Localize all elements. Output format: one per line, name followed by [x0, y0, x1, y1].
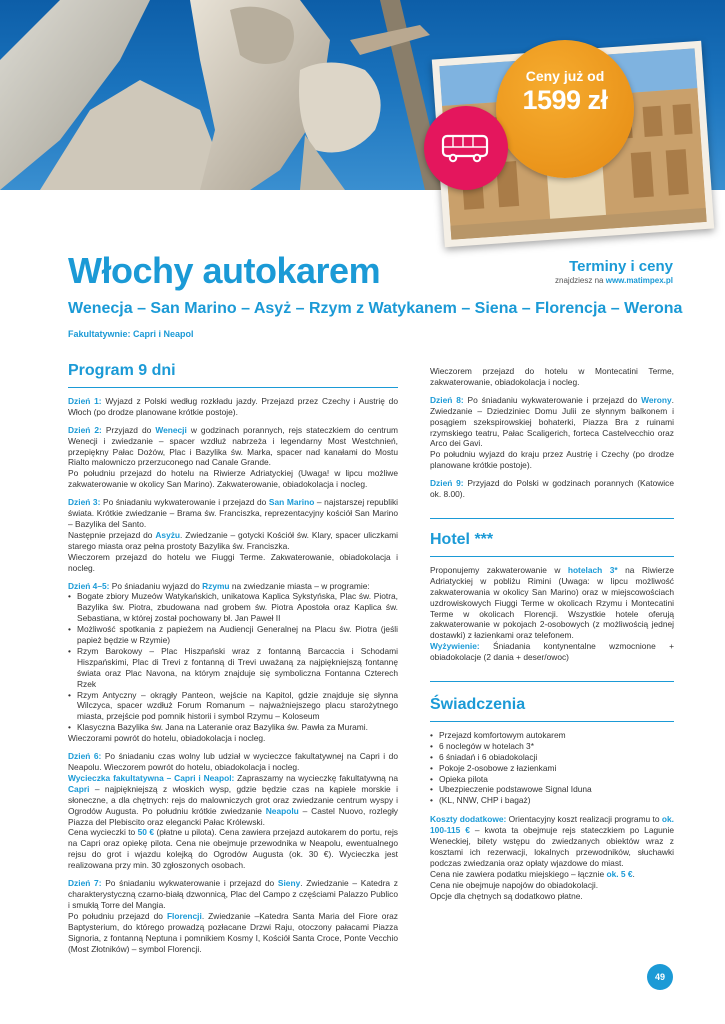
terminy-prefix: znajdziesz na: [555, 276, 606, 285]
meals-text: Śniadania kontynentalne wzmocnione + obiadokolacje (2 dania + deser/owoc): [430, 641, 674, 663]
day-text: Przyjazd do Polski w godzinach porannych (Katowice ok. 8.00).: [430, 478, 674, 500]
divider: [68, 387, 398, 388]
hotel-text: [430, 565, 674, 663]
program-heading: Program 9 dni: [68, 362, 176, 379]
hotel-heading: Hotel ***: [430, 530, 494, 548]
day-text: . Zwiedzanie – Dziedziniec Domu Julii ze słynnym balkonem i posągiem szekspirowskiej bohaterki, Piazza Bra z ruinami rzymskiego teatru, Pałac Scaligerich, forteca Castelvecchio oraz Arco dei Gavi.: [430, 394, 674, 449]
additional-costs: [430, 814, 674, 901]
website-link[interactable]: www.matimpex.pl: [605, 276, 673, 285]
day-label: Dzień 2:: [68, 424, 102, 435]
costs-text: Opcje dla chętnych są dodatkowo płatne.: [430, 890, 583, 901]
day-1: [68, 396, 398, 418]
day-6: [68, 751, 398, 871]
day-text: Po południu przejazd do hotelu na Riwierze Adriatyckiej (Uwaga! w lipcu możliwe zakwaterowanie w okolicy San Marino). Zakwaterowanie, obiadokolacja i nocleg.: [68, 468, 398, 490]
day-label: Dzień 9:: [430, 478, 464, 489]
day-text: Po południu przejazd do: [68, 910, 167, 921]
day-text: Zapraszamy na wycieczkę fakultatywną na: [234, 772, 398, 783]
costs-text: Cena nie obejmuje napojów do obiadokolacji.: [430, 879, 599, 890]
price-value: 1599 zł: [522, 85, 608, 115]
meals-label: Wyżywienie:: [430, 641, 480, 652]
page-number: 49: [647, 964, 673, 990]
hotel-body: na Riwierze Adriatyckiej w pobliżu Rimini (Uwaga: w lipcu możliwość zakwaterowania w okolicy San Marino) oraz w miejscowościach uzdrowiskowych Fiuggi Terme w okolicach Rzymu i Montecatini Terme w okolicach Florencji. Wszystkie hotele oferują zakwaterowanie w pokojach 2-osobowych (z możliwością jednej dostawki) z łazienkami oraz telefonem.: [430, 564, 674, 641]
program-column: [68, 362, 399, 961]
list-item: • Bogate zbiory Muzeów Watykańskich, unikatowa Kaplica Sykstyńska, Plac św. Piotra, Bazylika św. Piotra, zbudowana nad grobem św. Piotra Apostoła oraz Kaplica św. Sebastiana, w której został pochowany bł. Jan Paweł II: [68, 591, 398, 624]
divider: [430, 681, 674, 682]
day-label: Dzień 4–5:: [68, 580, 110, 591]
day-text: Wieczorem przejazd do hotelu w Montecatini Terme, zakwaterowanie, obiadokolacja i nocleg.: [430, 366, 674, 387]
day-3: [68, 497, 398, 573]
city-name: Werony: [641, 394, 672, 405]
list-item: • Przejazd komfortowym autokarem: [430, 730, 674, 741]
day-label: Dzień 1:: [68, 395, 102, 406]
day-text: Następnie przejazd do: [68, 529, 156, 540]
list-item: • Opieka pilota: [430, 774, 674, 785]
day-text: Po południu wyjazd do kraju przez Austrię i Czechy (po drodze planowane krótkie postoje).: [430, 449, 674, 471]
tax-price: ok. 5 €: [606, 868, 633, 879]
services-list: [430, 730, 674, 806]
hotel-category: hotelach 3*: [567, 564, 618, 575]
day-text: – najstarszej republiki świata. Krótkie zwiedzanie – Brama św. Franciszka, reprezentacyjny kościół San Marino – Bazylika del Santo.: [68, 497, 398, 529]
list-item: • Rzym Antyczny – okrągły Panteon, wejście na Kapitol, gdzie znajduje się słynna Wilczyca, spacer wzdłuż Forum Romanum – najważniejszego placu starożytnego miasta, przejście pod pomnik historii i symbol Rzymu – Koloseum: [68, 690, 398, 723]
bus-icon: [441, 133, 491, 163]
divider: [430, 518, 674, 519]
city-name: Florencji: [166, 910, 202, 921]
city-name: Rzymu: [202, 580, 230, 591]
optional-trip-label: Wycieczka fakultatywna – Capri i Neapol:: [68, 772, 235, 783]
list-item: • (KL, NNW, CHP i bagaż): [430, 795, 674, 806]
day-text: Cena wycieczki to: [68, 827, 138, 838]
terminy-note: [555, 276, 673, 285]
costs-price: ok. 100-115 €: [430, 814, 674, 836]
terminy-box: [555, 258, 673, 285]
bus-badge: [424, 106, 508, 190]
optional-trips: Fakultatywnie: Capri i Neapol: [68, 329, 194, 339]
day-label: Dzień 3:: [68, 497, 101, 508]
list-item: • Pokoje 2-osobowe z łazienkami: [430, 763, 674, 774]
day-text: Przyjazd do: [101, 424, 156, 435]
day-text: Po śniadaniu wykwaterowanie i przejazd do: [101, 878, 278, 889]
day-9: [430, 478, 674, 500]
info-column: [430, 366, 674, 909]
hotel-body: Proponujemy zakwaterowanie w: [430, 564, 568, 575]
day-8: [430, 395, 674, 471]
city-name: Neapolu: [265, 805, 299, 816]
city-name: Capri: [68, 783, 90, 794]
list-item: • Rzym Barokowy – Plac Hiszpański wraz z fontanną Barcaccia i Schodami Hiszpańskimi, Plac di Trevi z fontanną di Trevi uważaną za najpiękniejszą fontannę świata oraz Plac Navona, na którym znajduje się symboliczna Fontanna Czterech Rzek: [68, 646, 398, 690]
costs-text: Orientacyjny koszt realizacji programu to: [506, 814, 662, 825]
list-item: • 6 noclegów w hotelach 3*: [430, 741, 674, 752]
costs-text: – kwota ta obejmuje rejs stateczkiem po Lagunie Weneckiej, bilety wstępu do zwiedzanych obiektów wraz z kosztami ich rezerwacji, lokalnych przewodników, słuchawki podczas zwiedzania oraz opłaty wjazdowe do miast.: [430, 825, 674, 868]
city-name: Sieny: [277, 878, 301, 889]
day-text: Po śniadaniu wyjazd do: [109, 580, 203, 591]
list-item: • Możliwość spotkania z papieżem na Audiencji Generalnej na Placu św. Piotra (jeśli papież będzie w Rzymie): [68, 624, 398, 646]
rome-sights-list: [68, 591, 398, 733]
divider: [430, 721, 674, 722]
list-item: • Ubezpieczenie podstawowe Signal Iduna: [430, 784, 674, 795]
day-text: Wieczorem przejazd do hotelu we Fiuggi Terme. Zakwaterowanie, obiadokolacja i nocleg.: [68, 551, 398, 573]
day-text: (płatne u pilota). Cena zawiera przejazd autokarem do portu, rejs na Capri oraz opiekę pilota. Cena nie obejmuje przewodnika w Neapolu, ewentualnego rejsu do grot i wjazdu kolejką do Ogrodów Augusta (ok. 30 €). Wycieczka jest realizowana przy min. 30 zgłoszonych osobach.: [68, 827, 398, 871]
city-name: San Marino: [268, 497, 315, 508]
day-text: Wieczorami powrót do hotelu, obiadokolacja i nocleg.: [68, 733, 266, 744]
price-label: Ceny już od: [525, 68, 605, 84]
day-text: Po śniadaniu wykwaterowanie i przejazd do: [463, 394, 642, 405]
costs-text: .: [632, 868, 635, 879]
route-subtitle: Wenecja – San Marino – Asyż – Rzym z Watykanem – Siena – Florencja – Werona: [68, 300, 683, 317]
day-text: – najpiękniejszą z włoskich wysp, gdzie będzie czas na kąpiele morskie i słoneczne, a dla chętnych: rejs do malowniczych grot oraz zwiedzanie centrum wyspy i Ogrodów Augusta. Po południu krótkie zwiedzanie: [68, 783, 398, 816]
terminy-title: Terminy i ceny: [569, 258, 673, 275]
city-name: Asyżu: [155, 529, 181, 540]
day-label: Dzień 6:: [68, 751, 102, 762]
day-text: . Zwiedzanie – gotycki Kościół św. Klary, spacer uliczkami starego miasta oraz pełna prostoty Bazylika św. Franciszka.: [68, 529, 399, 551]
day-text: na zwiedzanie miasta – w programie:: [229, 580, 370, 591]
costs-label: Koszty dodatkowe:: [430, 814, 507, 825]
day-text: Po śniadaniu czas wolny lub udział w wycieczce fakultatywnej na Capri i do Neapolu. Wieczorem powrót do hotelu, obiadokolacja i nocleg.: [68, 751, 398, 772]
day-text: w godzinach porannych, rejs stateczkiem do centrum Wenecji i zwiedzanie – spacer wzdłuż nabrzeża i legendarny Most Westchnień, przepiękny Pałac Dożów, Plac i Bazylika św. Marka, spacer nad kanałami do Mostu Rialto malowniczo przerzuconego nad Canale Grande.: [68, 424, 398, 468]
list-item: • 6 śniadań i 6 obiadokolacji: [430, 752, 674, 763]
day-4-5: [68, 581, 398, 745]
page-title: Włochy autokarem: [68, 250, 381, 291]
list-item: • Klasyczna Bazylika św. Jana na Lateranie oraz Bazylika św. Pawła za Murami.: [68, 722, 398, 733]
price-value: 50 €: [137, 827, 155, 838]
price-badge: [496, 40, 634, 178]
city-name: Wenecji: [155, 424, 187, 435]
day-label: Dzień 8:: [430, 394, 464, 405]
day-text: Po śniadaniu wykwaterowanie i przejazd do: [100, 497, 269, 508]
day-label: Dzień 7:: [68, 878, 102, 889]
day-2: [68, 425, 398, 490]
day-text: Wyjazd z Polski według rozkładu jazdy. Przejazd przez Czechy i Austrię do Włoch (po drodze planowane krótkie postoje).: [68, 395, 398, 417]
day-7-cont: [430, 366, 674, 388]
costs-text: Cena nie zawiera podatku miejskiego – łącznie: [430, 868, 607, 879]
services-heading: Świadczenia: [430, 696, 526, 714]
day-text: . Zwiedzanie –Katedra Santa Maria del Fiore oraz Baptysterium, do którego prowadzą pozłacane Drzwi Raju, otoczony pałacami Piazza Signoria, z fontanną Neptuna i pomnikiem Kosmy I, Kościół Santa Croce, Ponte Vecchio (Most Złotników) – symbol Florencji.: [68, 910, 398, 954]
day-text: – Castel Nuovo, rozległy Piazza del Plebiscito oraz elegancki Pałac Królewski.: [68, 805, 398, 827]
divider: [430, 556, 674, 557]
day-7: [68, 878, 398, 954]
day-text: . Zwiedzanie – Katedra z charakterystyczną czarno-białą dzwonnicą, Plac del Campo z częściami Palazzo Publico i smukłą Torre del Mangia.: [68, 878, 398, 910]
